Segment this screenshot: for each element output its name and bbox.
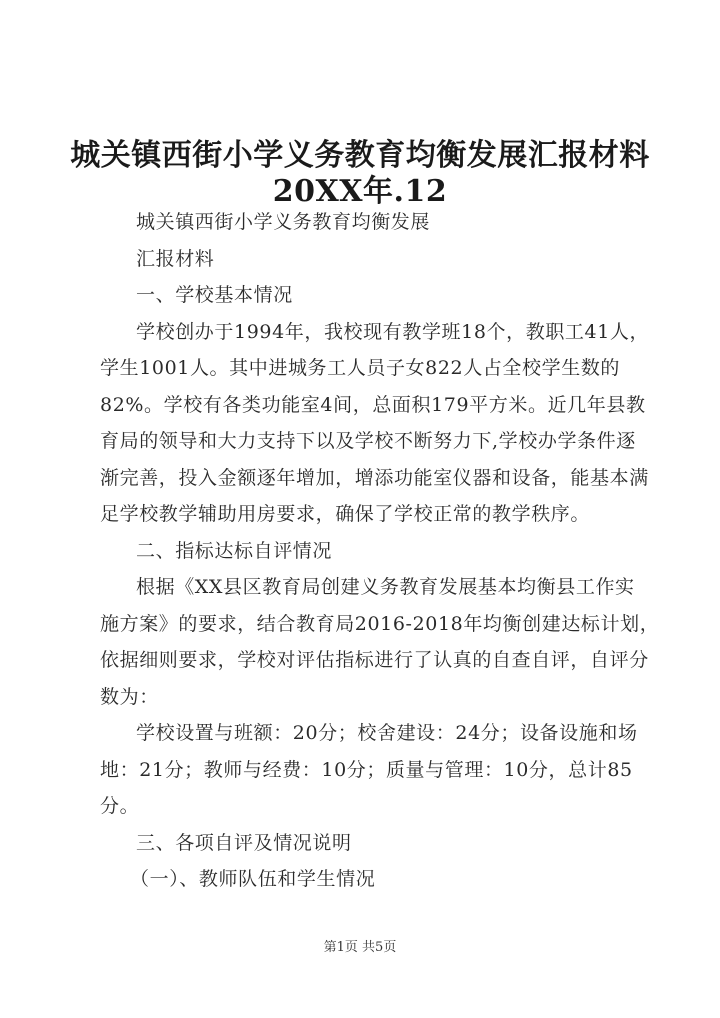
paragraph-line: 82%。学校有各类功能室4间，总面积179平方米。近几年县教 [100,393,646,416]
paragraph-line: 依据细则要求，学校对评估指标进行了认真的自查自评，自评分 [100,649,649,671]
document-date: 20XX年.12 [272,174,448,209]
paragraph-line: 学校设置与班额：20分；校舍建设：24分；设备设施和场 [136,722,638,744]
subtitle-line: 汇报材料 [136,247,215,270]
page-footer: 第1页 共5页 [323,940,397,955]
paragraph-line: 施方案》的要求，结合教育局2016-2018年均衡创建达标计划， [100,612,660,635]
document-title: 城关镇西街小学义务教育均衡发展汇报材料 [70,138,650,173]
subtitle-line: 城关镇西街小学义务教育均衡发展 [136,211,431,233]
document-body [100,204,670,898]
paragraph-line: 渐完善，投入金额逐年增加，增添功能室仪器和设备，能基本满 [100,466,649,489]
section-heading: 一、学校基本情况 [136,284,293,306]
paragraph-line: 学生1001人。其中进城务工人员子女822人占全校学生数的 [100,357,621,379]
subsection-heading: （一）、教师队伍和学生情况 [130,868,376,890]
paragraph-line: 学校创办于1994年，我校现有教学班18个，教职工41人， [136,320,650,343]
paragraph-line: 分。 [100,795,140,817]
section-heading: 三、各项自评及情况说明 [136,831,352,854]
paragraph-line: 根据《XX县区教育局创建义务教育发展基本均衡县工作实 [136,576,635,598]
section-heading: 二、指标达标自评情况 [136,539,333,562]
paragraph-line: 足学校教学辅助用房要求，确保了学校正常的教学秩序。 [100,503,591,525]
paragraph-line: 数为： [100,685,159,708]
paragraph-line: 地：21分；教师与经费：10分；质量与管理：10分，总计85 [100,758,633,781]
paragraph-line: 育局的领导和大力支持下以及学校不断努力下,学校办学条件逐 [100,430,636,452]
